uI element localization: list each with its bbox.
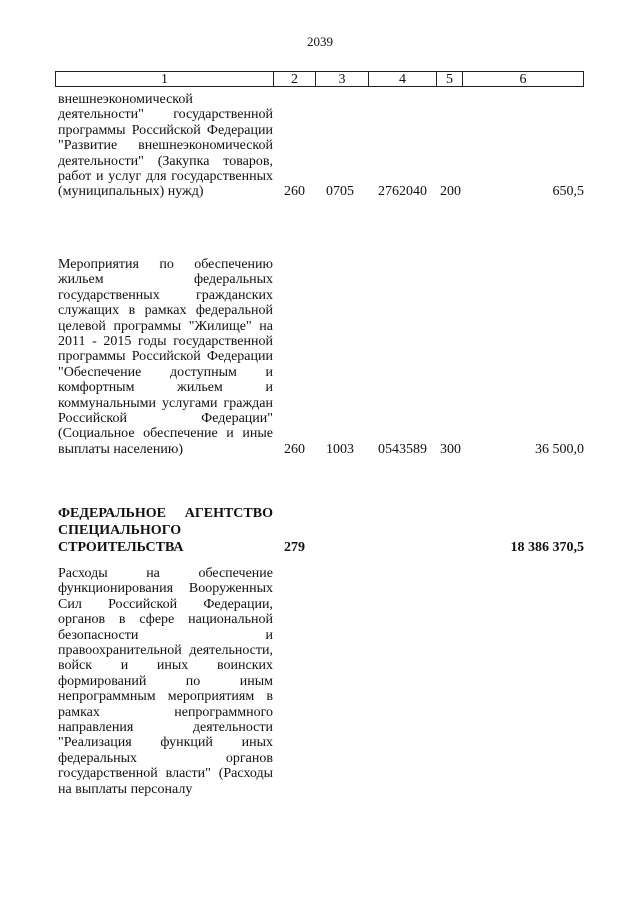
page-number: 2039 (307, 34, 333, 49)
row-col5: 300 (440, 441, 461, 457)
row-description: внешнеэкономической деятельности" государственной программы Российской Федерации "Развитие внешнеэкономической деятельности" (Закупка товаров, работ и услуг для государственных (муниципальных) нужд) (58, 92, 273, 200)
row-description: Мероприятия по обеспечению жильем федеральных государственных гражданских служащих в рамках федеральной целевой программы "Жилище" на 2011 - 2015 годы государственной программы Российской Федерации "Обеспечение доступным и комфортным жильем и коммунальными услугами граждан Российской Федерации" (Социальное обеспечение и иные выплаты населению) (58, 257, 273, 457)
row-col6: 36 500,0 (535, 441, 584, 457)
row-col2: 279 (284, 540, 305, 555)
row-col3: 1003 (326, 441, 354, 457)
table-row (58, 257, 584, 457)
table-row (58, 92, 584, 200)
row-col4: 2762040 (378, 184, 427, 200)
row-col4: 0543589 (378, 441, 427, 457)
row-description: Расходы на обеспечение функционирования Вооруженных Сил Российской Федерации, органов в сфере национальной безопасности и правоохранительной деятельности, войск и иных воинских формирований по иным непрограммным мероприятиям в рамках непрограммного направления деятельности "Реализация функций иных федеральных органов государственной власти" (Расходы на выплаты персоналу (58, 566, 273, 797)
section-heading: ФЕДЕРАЛЬНОЕ АГЕНТСТВО СПЕЦИАЛЬНОГО СТРОИТЕЛЬСТВА (58, 506, 273, 555)
column-header-6: 6 (519, 72, 527, 87)
table-row-section-heading (58, 505, 584, 556)
row-col2: 260 (284, 184, 305, 200)
row-col6: 18 386 370,5 (510, 540, 584, 555)
column-header-1: 1 (56, 72, 274, 86)
row-col2: 260 (284, 441, 305, 457)
column-header-3: 3 (316, 72, 369, 86)
row-col6: 650,5 (552, 184, 584, 200)
column-header-5: 5 (437, 72, 463, 86)
column-header-4: 4 (369, 72, 437, 86)
row-col5: 200 (440, 184, 461, 200)
row-col3: 0705 (326, 184, 354, 200)
table-row (58, 566, 584, 797)
table-header (55, 71, 584, 87)
column-header-2: 2 (274, 72, 316, 86)
